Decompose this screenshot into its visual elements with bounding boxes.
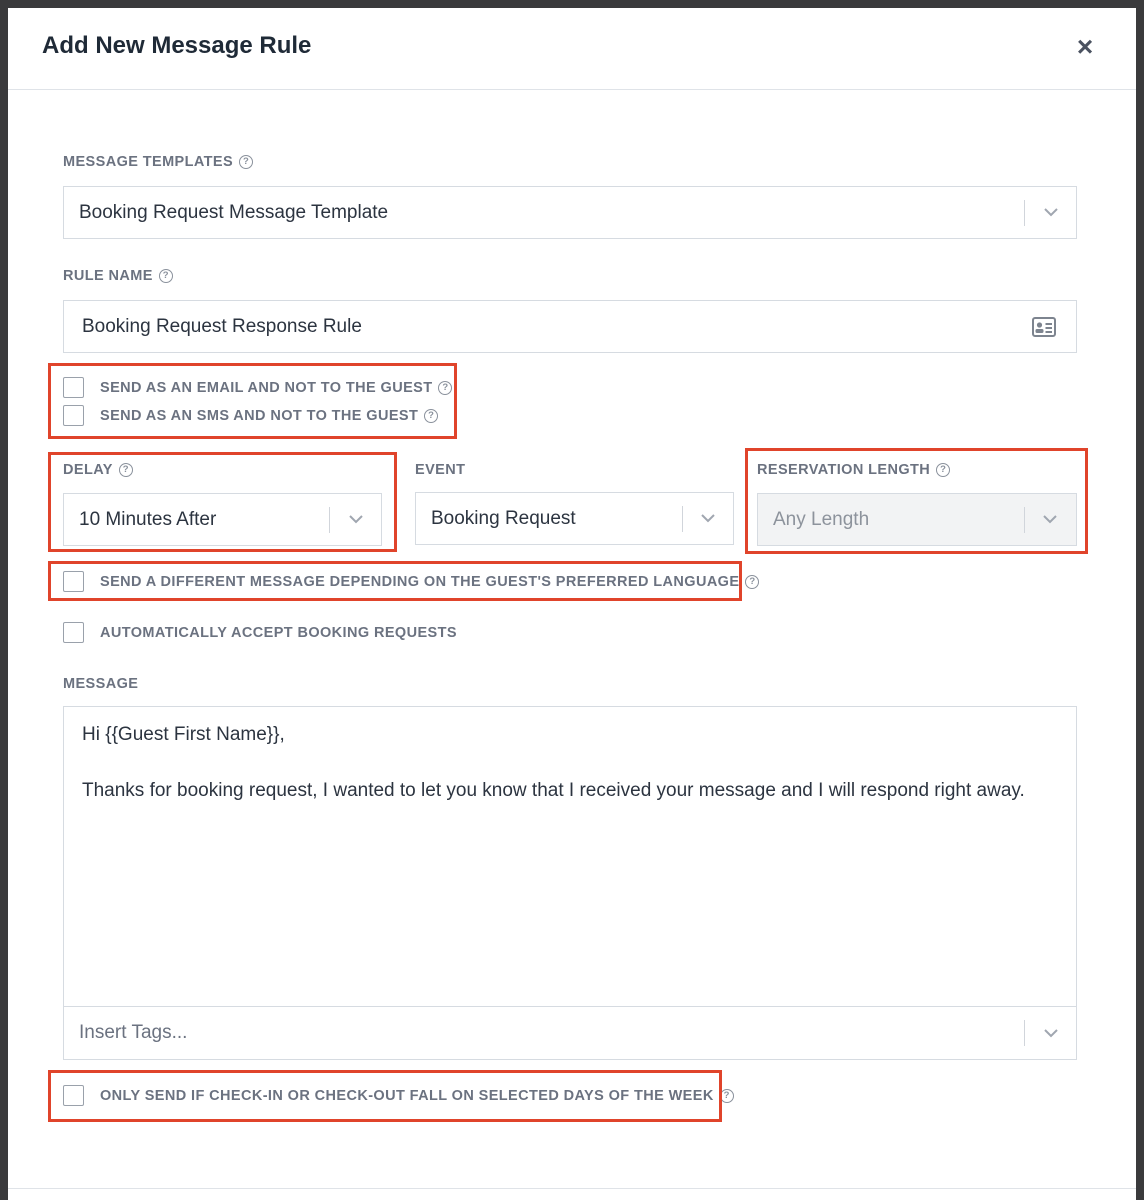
days-of-week-option[interactable]: ONLY SEND IF CHECK-IN OR CHECK-OUT FALL ON SELECTED DAYS OF THE WEEK ? [63,1085,734,1106]
message-templates-label: MESSAGE TEMPLATES ? [63,154,253,170]
insert-tags-select[interactable] [64,1006,1076,1059]
chevron-down-icon[interactable] [1040,1022,1062,1044]
chevron-down-icon[interactable] [1040,201,1062,223]
modal-header [8,8,1136,90]
send-email-option[interactable]: SEND AS AN EMAIL AND NOT TO THE GUEST ? [63,377,452,398]
help-icon[interactable]: ? [424,409,438,423]
help-icon[interactable]: ? [119,463,133,477]
delay-select[interactable] [63,493,382,546]
message-textarea[interactable] [82,721,1072,833]
send-email-checkbox[interactable] [63,377,84,398]
message-line: Hi {{Guest First Name}}, [82,724,285,745]
select-separator [1024,1020,1025,1046]
footer-divider [8,1188,1136,1189]
help-icon[interactable]: ? [936,463,950,477]
select-separator [1024,507,1025,533]
help-icon[interactable]: ? [159,269,173,283]
chevron-down-icon[interactable] [697,507,719,529]
message-templates-select[interactable] [63,186,1077,239]
days-of-week-checkbox[interactable] [63,1085,84,1106]
reservation-length-label: RESERVATION LENGTH ? [757,462,950,478]
message-label: MESSAGE [63,676,139,692]
chevron-down-icon [1039,508,1061,530]
reservation-length-value: Any Length [773,508,870,530]
contact-card-icon [1032,317,1056,337]
select-separator [682,506,683,532]
close-icon[interactable]: × [1076,31,1094,62]
help-icon[interactable]: ? [720,1089,734,1103]
rule-name-input[interactable] [63,300,1077,353]
message-templates-value: Booking Request Message Template [79,201,389,223]
message-editor[interactable] [63,706,1077,1060]
help-icon[interactable]: ? [745,575,759,589]
rule-name-value: Booking Request Response Rule [82,315,362,337]
send-sms-checkbox[interactable] [63,405,84,426]
insert-tags-placeholder: Insert Tags... [79,1022,188,1043]
event-select[interactable] [415,492,734,545]
event-label: EVENT [415,462,466,478]
send-sms-option[interactable]: SEND AS AN SMS AND NOT TO THE GUEST ? [63,405,438,426]
auto-accept-checkbox[interactable] [63,622,84,643]
select-separator [1024,200,1025,226]
rule-name-label: RULE NAME ? [63,268,173,284]
help-icon[interactable]: ? [239,155,253,169]
help-icon[interactable]: ? [438,381,452,395]
delay-label: DELAY ? [63,462,133,478]
modal-title: Add New Message Rule [42,32,312,59]
reservation-length-select [757,493,1077,546]
add-message-rule-modal [8,8,1136,1200]
chevron-down-icon[interactable] [345,508,367,530]
select-separator [329,507,330,533]
event-value: Booking Request [431,507,576,529]
preferred-language-option[interactable]: SEND A DIFFERENT MESSAGE DEPENDING ON THE GUEST'S PREFERRED LANGUAGE ? [63,571,759,592]
auto-accept-option[interactable]: AUTOMATICALLY ACCEPT BOOKING REQUESTS [63,622,457,643]
message-line: Thanks for booking request, I wanted to let you know that I received your message and I will respond right away. [82,780,1025,801]
highlight-box [48,363,457,439]
preferred-language-checkbox[interactable] [63,571,84,592]
delay-value: 10 Minutes After [79,508,217,530]
